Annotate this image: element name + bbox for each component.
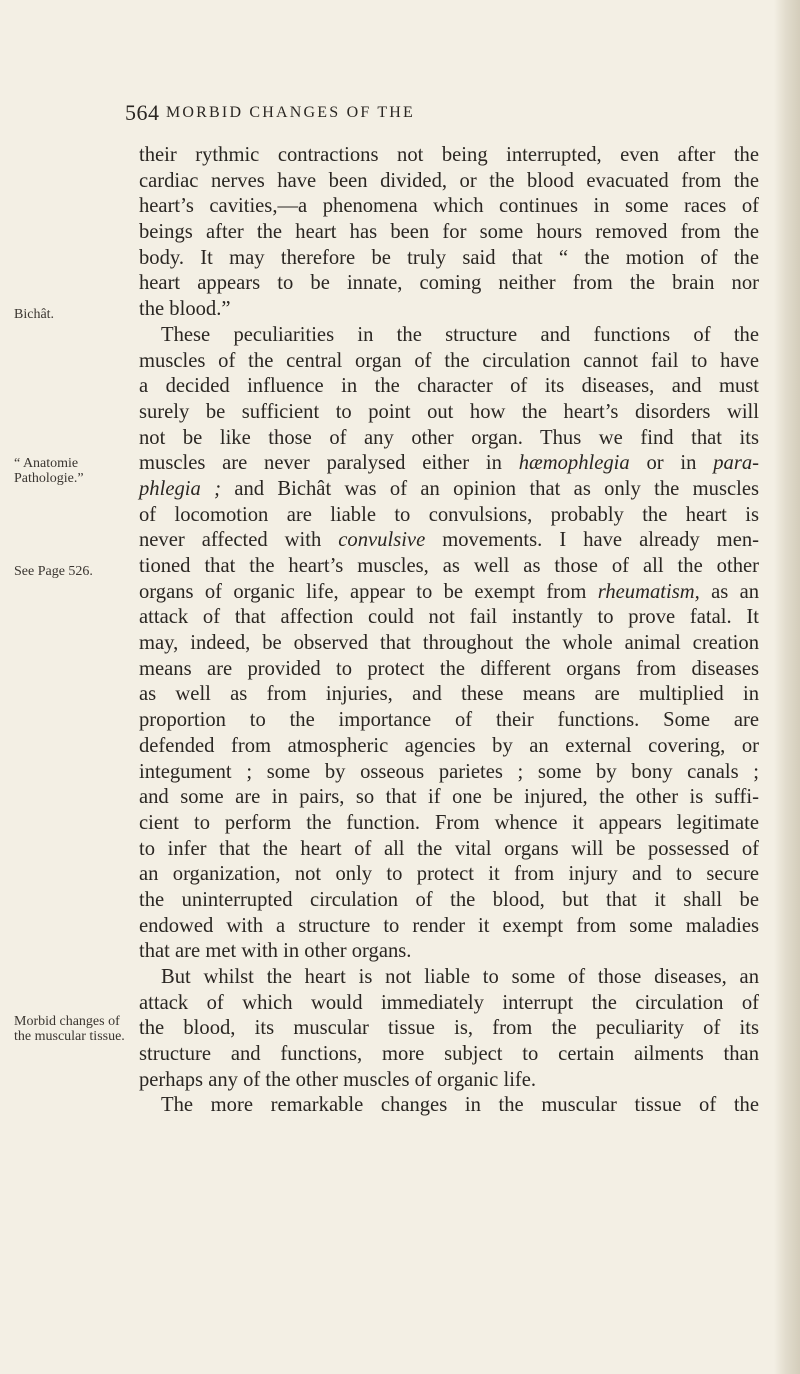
text-segment: or in: [629, 452, 714, 475]
paragraph-start: But whilst the heart is not liable to some of those diseases, an: [161, 966, 759, 988]
text-segment: muscles are never paralysed either in: [139, 452, 519, 475]
page-number: 564: [125, 100, 160, 125]
text-line: tioned that the heart’s muscles, as well as those of all the other: [139, 555, 759, 577]
italic-term: convulsive: [338, 529, 426, 552]
paragraph-start: These peculiarities in the structure and functions of the: [161, 323, 759, 346]
text-line: [139, 528, 759, 554]
text-line: a decided influence in the character of its diseases, and must: [139, 375, 759, 398]
text-segment: organs of organic life, appear to be exempt from: [139, 580, 598, 603]
text-line: endowed with a structure to render it exempt from some maladies: [139, 914, 759, 937]
text-segment: never affected with: [139, 529, 339, 552]
margin-note-see-page: See Page 526.: [14, 564, 93, 579]
text-line: to infer that the heart of all the vital organs will be possessed of: [139, 837, 759, 860]
text-line: [139, 477, 759, 503]
text-line: cient to perform the function. From whence it appears legitimate: [139, 811, 759, 834]
text-line: may, indeed, be observed that throughout the whole animal creation: [139, 632, 759, 655]
text-line: attack of that affection could not fail instantly to prove fatal. It: [139, 606, 759, 629]
text-line: the blood, its muscular tissue is, from the peculiarity of its: [139, 1017, 759, 1040]
text-line: as well as from injuries, and these means are multiplied in: [139, 683, 759, 706]
text-line: beings after the heart has been for some hours removed from the: [139, 221, 759, 244]
body-text: [139, 143, 759, 1119]
text-line: an organization, not only to protect it from injury and to secure: [139, 863, 759, 886]
text-line: the uninterrupted circulation of the blood, but that it shall be: [139, 888, 759, 911]
italic-term: rheumatism,: [597, 580, 700, 603]
text-line: means are provided to protect the different organs from diseases: [139, 657, 759, 680]
text-line: of locomotion are liable to convulsions, probably the heart is: [139, 503, 759, 526]
margin-note-bichat: Bichât.: [14, 307, 55, 322]
text-segment: and Bichât was of an opinion that as only the muscles: [220, 477, 759, 500]
text-segment: as an: [699, 580, 760, 603]
text-line: attack of which would immediately interrupt the circulation of: [139, 991, 759, 1014]
text-line: their rythmic contractions not being interrupted, even after the: [139, 144, 759, 166]
italic-term: hæmophlegia: [518, 452, 630, 475]
text-line: defended from atmospheric agencies by an external covering, or: [139, 734, 759, 757]
text-line: the blood.”: [139, 298, 231, 321]
margin-note-morbid: Morbid changes of the muscular tissue.: [14, 1014, 125, 1044]
text-line: heart’s cavities,—a phenomena which continues in some races of: [139, 195, 759, 218]
page-header: [0, 100, 800, 134]
italic-term: phlegia ;: [139, 477, 221, 500]
text-line: [139, 580, 759, 606]
text-line: muscles of the central organ of the circulation cannot fail to have: [139, 349, 759, 372]
text-segment: movements. I have already men-: [425, 529, 759, 552]
text-line: [139, 451, 759, 477]
text-line: cardiac nerves have been divided, or the blood evacuated from the: [139, 169, 759, 192]
text-line: not be like those of any other organ. Thus we find that its: [139, 426, 759, 449]
text-line: integument ; some by osseous parietes ; some by bony canals ;: [139, 760, 759, 783]
text-line: and some are in pairs, so that if one be injured, the other is suffi-: [139, 786, 759, 809]
text-line: that are met with in other organs.: [139, 940, 412, 963]
running-head: MORBID CHANGES OF THE: [166, 104, 416, 121]
italic-term: para-: [713, 452, 759, 475]
text-line: perhaps any of the other muscles of organic life.: [139, 1068, 537, 1091]
margin-note-anatomie: “ Anatomie Pathologie.”: [14, 456, 84, 486]
text-line: body. It may therefore be truly said that “ the motion of the: [139, 246, 759, 269]
text-line: structure and functions, more subject to certain ailments than: [139, 1043, 759, 1066]
paragraph-start: The more remarkable changes in the muscular tissue of the: [161, 1094, 759, 1117]
page-edge-shadow: [774, 0, 800, 1374]
text-line: heart appears to be innate, coming neither from the brain nor: [139, 272, 759, 295]
text-line: surely be sufficient to point out how the heart’s disorders will: [139, 400, 759, 423]
text-line: proportion to the importance of their functions. Some are: [139, 709, 759, 732]
